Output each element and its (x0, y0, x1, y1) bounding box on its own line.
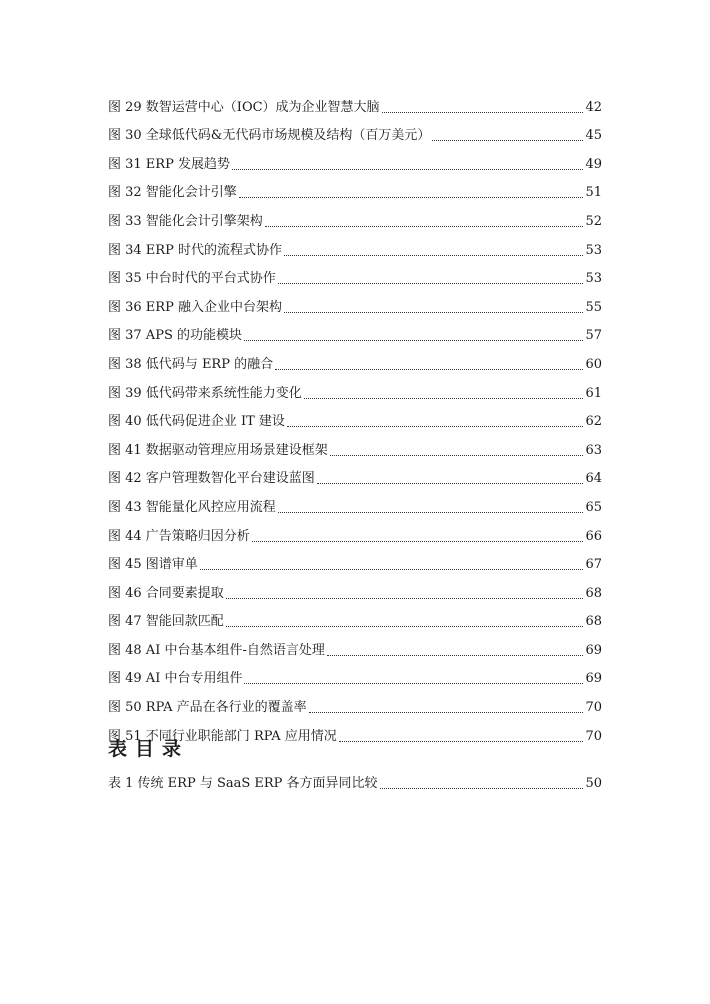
toc-entry-page: 63 (585, 442, 602, 458)
dot-leader (275, 369, 583, 370)
toc-entry-label: 图 50 RPA 产品在各行业的覆盖率 (108, 700, 307, 716)
toc-entry[interactable] (108, 546, 602, 575)
dot-leader (278, 512, 584, 513)
toc-entry-label: 图 37 APS 的功能模块 (108, 328, 242, 344)
dot-leader (317, 483, 584, 484)
toc-entry[interactable] (108, 688, 602, 717)
dot-leader (432, 140, 583, 141)
dot-leader (278, 283, 584, 284)
toc-entry-page: 70 (585, 700, 602, 716)
toc-entry[interactable] (108, 764, 602, 793)
dot-leader (232, 169, 583, 170)
toc-entry-label: 图 48 AI 中台基本组件-自然语言处理 (108, 642, 325, 658)
toc-entry-page: 69 (585, 671, 602, 687)
toc-entry-page: 68 (585, 585, 602, 601)
dot-leader (382, 112, 584, 113)
toc-entry-label: 图 31 ERP 发展趋势 (108, 156, 230, 172)
toc-entry-label: 图 36 ERP 融入企业中台架构 (108, 299, 282, 315)
toc-entry-page: 52 (585, 213, 602, 229)
dot-leader (239, 197, 584, 198)
toc-entry-page: 57 (585, 328, 602, 344)
toc-entry-label: 表 1 传统 ERP 与 SaaS ERP 各方面异同比较 (108, 775, 378, 791)
toc-entry-label: 图 39 低代码带来系统性能力变化 (108, 385, 302, 401)
toc-entry-page: 70 (585, 728, 602, 744)
dot-leader (339, 741, 584, 742)
dot-leader (330, 455, 584, 456)
dot-leader (309, 712, 584, 713)
toc-entry[interactable] (108, 603, 602, 632)
toc-entry-label: 图 38 低代码与 ERP 的融合 (108, 356, 274, 372)
dot-leader (327, 655, 584, 656)
toc-entry[interactable] (108, 460, 602, 489)
table-list (108, 764, 602, 793)
toc-entry-label: 图 33 智能化会计引擎架构 (108, 213, 263, 229)
toc-entry-label: 图 41 数据驱动管理应用场景建设框架 (108, 442, 328, 458)
toc-entry-page: 55 (585, 299, 602, 315)
dot-leader (252, 541, 584, 542)
toc-entry-label: 图 47 智能回款匹配 (108, 614, 224, 630)
toc-entry[interactable] (108, 145, 602, 174)
toc-entry-label: 图 51 不同行业职能部门 RPA 应用情况 (108, 728, 337, 744)
toc-entry[interactable] (108, 317, 602, 346)
toc-entry[interactable] (108, 174, 602, 203)
toc-entry-label: 图 42 客户管理数智化平台建设蓝图 (108, 471, 315, 487)
toc-entry-page: 62 (585, 414, 602, 430)
dot-leader (287, 426, 584, 427)
toc-entry-page: 67 (585, 557, 602, 573)
toc-entry[interactable] (108, 117, 602, 146)
toc-entry-page: 65 (585, 499, 602, 515)
dot-leader (244, 340, 583, 341)
figure-list (108, 88, 602, 746)
toc-entry-label: 图 35 中台时代的平台式协作 (108, 271, 276, 287)
toc-entry-label: 图 40 低代码促进企业 IT 建设 (108, 414, 285, 430)
toc-entry-label: 图 45 图谱审单 (108, 557, 198, 573)
toc-entry[interactable] (108, 403, 602, 432)
toc-entry-label: 图 34 ERP 时代的流程式协作 (108, 242, 282, 258)
toc-entry-label: 图 46 合同要素提取 (108, 585, 224, 601)
toc-entry[interactable] (108, 374, 602, 403)
toc-entry-label: 图 49 AI 中台专用组件 (108, 671, 243, 687)
toc-entry-page: 66 (585, 528, 602, 544)
dot-leader (304, 398, 584, 399)
dot-leader (380, 788, 584, 789)
toc-entry-page: 49 (585, 156, 602, 172)
toc-entry-page: 42 (585, 99, 602, 115)
toc-entry-label: 图 30 全球低代码&无代码市场规模及结构（百万美元） (108, 128, 431, 144)
toc-entry-label: 图 32 智能化会计引擎 (108, 185, 237, 201)
toc-entry-label: 图 43 智能量化风控应用流程 (108, 499, 276, 515)
toc-entry-page: 45 (585, 128, 602, 144)
toc-entry-page: 50 (585, 775, 602, 791)
toc-entry[interactable] (108, 88, 602, 117)
toc-entry[interactable] (108, 488, 602, 517)
toc-entry-page: 53 (585, 271, 602, 287)
toc-entry-page: 61 (585, 385, 602, 401)
toc-entry[interactable] (108, 260, 602, 289)
toc-entry-page: 64 (585, 471, 602, 487)
dot-leader (284, 255, 583, 256)
toc-entry[interactable] (108, 660, 602, 689)
toc-entry[interactable] (108, 517, 602, 546)
toc-entry-page: 60 (585, 356, 602, 372)
toc-entry[interactable] (108, 202, 602, 231)
dot-leader (226, 598, 584, 599)
dot-leader (284, 312, 583, 313)
dot-leader (244, 683, 583, 684)
toc-entry-label: 图 44 广告策略归因分析 (108, 528, 250, 544)
toc-entry-page: 51 (585, 185, 602, 201)
toc-entry[interactable] (108, 431, 602, 460)
dot-leader (200, 569, 584, 570)
table-list-heading: 表目录 (108, 738, 190, 760)
toc-entry[interactable] (108, 631, 602, 660)
toc-entry-page: 68 (585, 614, 602, 630)
toc-entry[interactable] (108, 345, 602, 374)
toc-entry[interactable] (108, 574, 602, 603)
toc-entry-page: 53 (585, 242, 602, 258)
toc-entry[interactable] (108, 288, 602, 317)
dot-leader (265, 226, 584, 227)
toc-entry-label: 图 29 数智运营中心（IOC）成为企业智慧大脑 (108, 99, 380, 115)
toc-entry-page: 69 (585, 642, 602, 658)
dot-leader (226, 626, 584, 627)
toc-entry[interactable] (108, 231, 602, 260)
